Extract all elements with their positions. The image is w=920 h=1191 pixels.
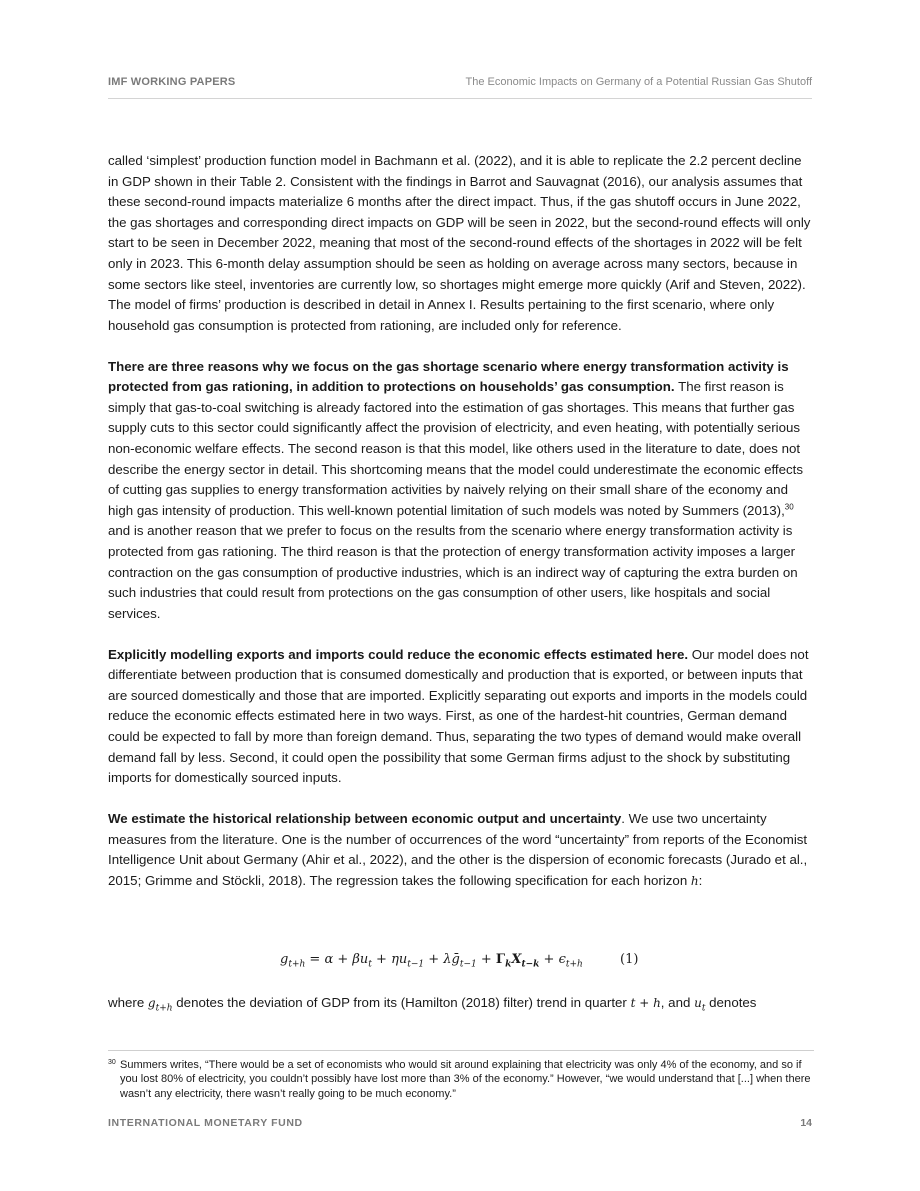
- publisher-name: INTERNATIONAL MONETARY FUND: [108, 1117, 303, 1129]
- equation-number: (1): [620, 952, 639, 967]
- paragraph-4-lead: We estimate the historical relationship between economic output and uncertainty: [108, 811, 622, 827]
- equation-expression: $g_{t+h} = \alpha + \beta u_t + \eta u_{t-1}$ + λḡ$_{t-1}$ + $\Gamma_kX_{t-k} + \epsilon_{t+h}$: [280, 952, 583, 970]
- series-title: IMF WORKING PAPERS: [108, 76, 236, 88]
- paper-title: The Economic Impacts on Germany of a Potential Russian Gas Shutoff: [465, 76, 812, 88]
- page-number: 14: [800, 1117, 812, 1129]
- regression-equation: [280, 952, 820, 976]
- paragraph-4: We estimate the historical relationship between economic output and uncertainty. We use two uncertainty measures from the literature. One is the number of occurrences of the word “uncertainty” from reports of the Economist Intelligence Unit about Germany (Ahir et al., 2022), and the other is the dispersion of economic forecasts (Jurado et al., 2015; Grimme and Stöckli, 2018). The regression takes the following specification for each horizon h:: [108, 811, 808, 888]
- paragraph-2-lead: There are three reasons why we focus on the gas shortage scenario where energy transformation activity is protected from gas rationing, in addition to protections on households’ gas consumption.: [108, 358, 789, 395]
- paragraph-3: Explicitly modelling exports and imports could reduce the economic effects estimated here. Our model does not differentiate between production that is consumed domestically and production that is exported, or between inputs that are sourced domestically and those that are imported. Explicitly separating out exports and imports in the models could reduce the economic effects estimated here in two ways. First, as one of the hardest-hit countries, German demand could be expected to fall by more than foreign demand. Thus, separating the two types of demand would make overall demand fall by less. Second, it could open the possibility that some German firms adjust to the shock by substituting imports for domestically sourced inputs.: [108, 646, 809, 786]
- page-header: [108, 76, 812, 99]
- footnote-ref-30[interactable]: 30: [784, 502, 794, 512]
- footnote-divider: [108, 1050, 814, 1051]
- post-equation-text: where $g_{t+h}$ denotes the deviation of GDP from its (Hamilton (2018) filter) trend in quarter t + h, and $u_t$ denotes: [108, 995, 757, 1014]
- footnote-number: 30: [108, 1059, 116, 1066]
- paragraph-1: called ‘simplest’ production function model in Bachmann et al. (2022), and it is able to replicate the 2.2 percent decline in GDP shown in their Table 2. Consistent with the findings in Barrot and Sauvagnat (2016), our analysis assumes that these second-round impacts materialize 6 months after the direct impact. Thus, if the gas shutoff occurs in June 2022, the gas shortages and corresponding direct impacts on GDP will be seen in 2022, but the second-round effects will only start to be seen in December 2022, meaning that most of the second-round effects of the shortages in 2022 will be felt only in 2023. This 6-month delay assumption should be seen as holding on average across many sectors, because in some sectors like steel, inventories are currently low, so shortages might emerge more quickly (Arif and Steven, 2022). The model of firms’ production is described in detail in Annex I. Results pertaining to the first scenario, where only household gas consumption is protected from rationing, are included only for reference.: [108, 153, 811, 333]
- footnote-30: [108, 1058, 814, 1101]
- paragraph-2: There are three reasons why we focus on the gas shortage scenario where energy transformation activity is protected from gas rationing, in addition to protections on households’ gas consumption. The first reason is simply that gas-to-coal switching is already factored into the estimation of gas shortages. This means that further gas supply cuts to this sector could significantly affect the provision of electricity, and even heating, with potentially serious non-economic welfare effects. The second reason is that this model, like others used in the literature to date, does not describe the energy sector in detail. This shortcoming means that the model could underestimate the economic effects of cutting gas supplies to energy transformation activities by naively relying on their small share of the economy and high gas intensity of production. This well-known potential limitation of such models was noted by Summers (2013),$^{30}$ and is another reason that we prefer to focus on the results from the scenario where energy transformation activity is protected from gas rationing. The third reason is that the protection of energy transformation activity imposes a larger contraction on the gas consumption of productive industries, which is an indirect way of capturing the extra burden on such industries that could result from protections on the gas consumption of other users, like hospitals and social services.: [108, 358, 804, 621]
- paragraph-3-lead: Explicitly modelling exports and imports could reduce the economic effects estimated here.: [108, 646, 689, 662]
- page-footer: [108, 1117, 812, 1133]
- body-text: [108, 151, 814, 912]
- footnote-text: Summers writes, “There would be a set of economists who would sit around explaining that electricity was only 4% of the economy, and so if you lost 80% of electricity, you couldn’t possibly have lost more than 3% of the economy.” However, “we would understand that [...] when there wasn’t any electricity, there wasn’t really going to be much economy.”: [120, 1059, 811, 1100]
